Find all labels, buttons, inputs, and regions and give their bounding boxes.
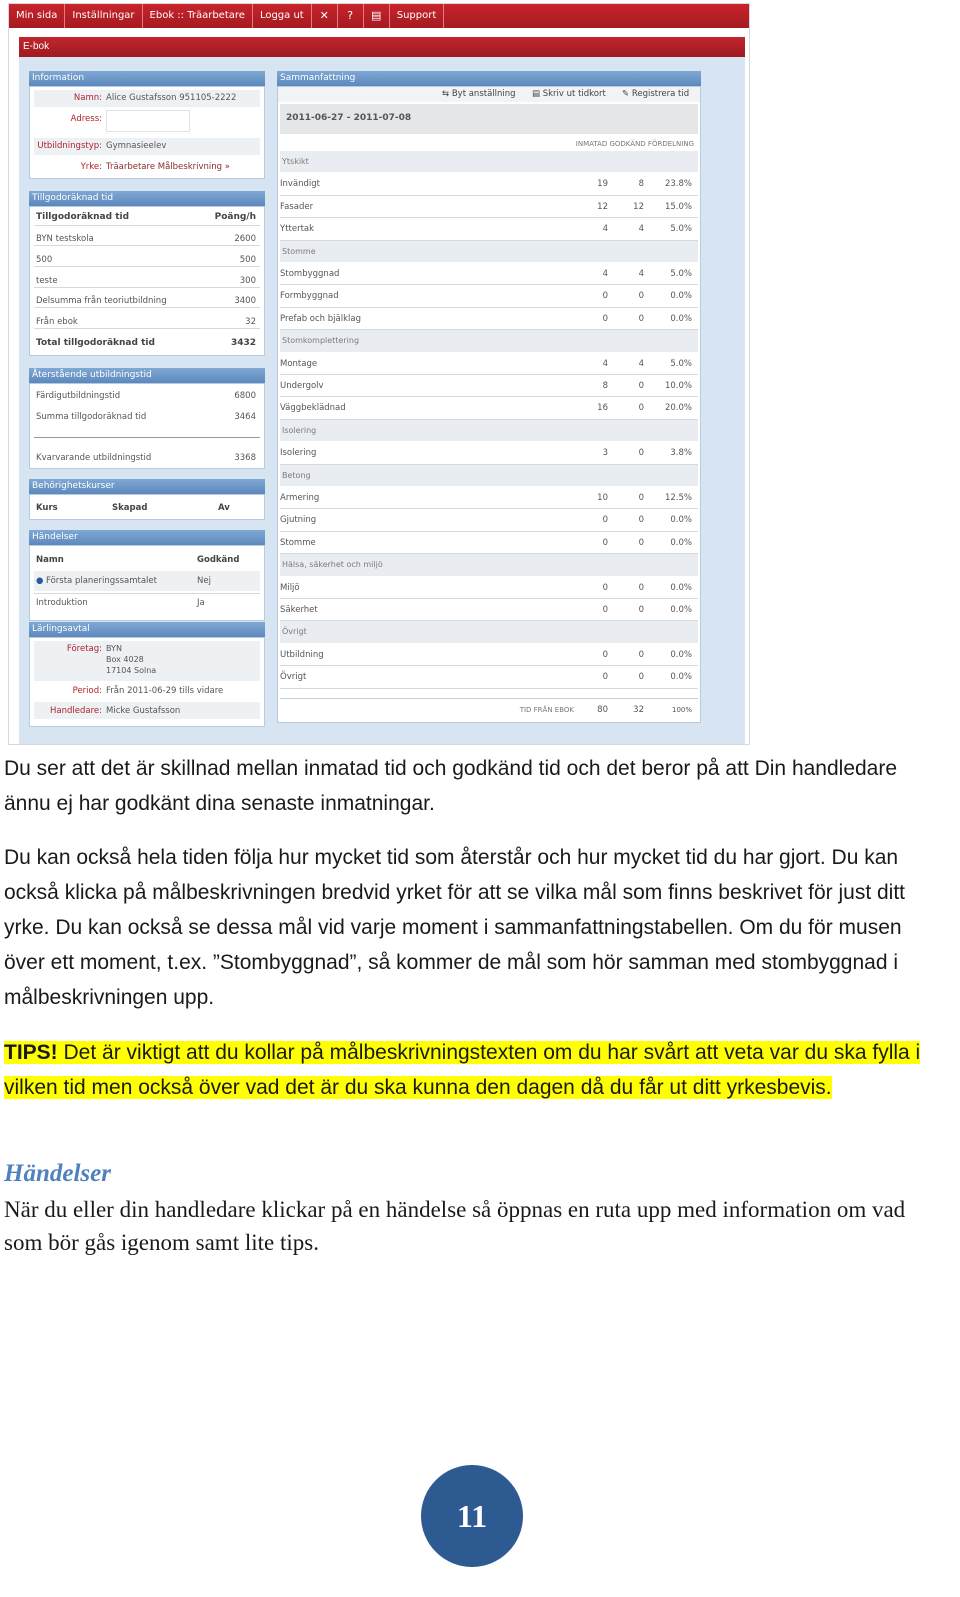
foretag-line: Box 4028 xyxy=(106,655,144,664)
summary-moment[interactable]: Miljö xyxy=(280,582,300,593)
behorighet-panel xyxy=(29,494,265,520)
behorighet-col-skapad: Skapad xyxy=(112,503,148,513)
handelser-panel-header: Händelser xyxy=(29,530,265,545)
top-navigation xyxy=(9,4,750,28)
footer-inmatad: 80 xyxy=(597,705,608,715)
row-divider xyxy=(280,508,698,509)
tillgodo-row-label: teste xyxy=(36,276,58,286)
row-divider xyxy=(280,307,698,308)
summary-fordelning: 5.0% xyxy=(670,358,692,369)
aterstaende-panel-header: Återstående utbildningstid xyxy=(29,368,265,383)
handledare-label: Handledare: xyxy=(50,706,102,716)
row-divider xyxy=(280,598,698,599)
summary-inmatad: 10 xyxy=(597,493,608,503)
registrera-tid-button[interactable]: ✎ Registrera tid xyxy=(622,89,690,99)
tillgodo-row-value: 32 xyxy=(245,317,256,327)
tillgodo-row-value: 2600 xyxy=(234,234,256,244)
summary-inmatad: 0 xyxy=(602,605,608,615)
aterstaende-row-label: Kvarvarande utbildningstid xyxy=(36,453,152,463)
summary-fordelning: 0.0% xyxy=(670,582,692,593)
foretag-label: Företag: xyxy=(66,644,102,654)
aterstaende-row-label: Färdigutbildningstid xyxy=(36,391,121,401)
aterstaende-panel xyxy=(29,383,265,469)
row-divider xyxy=(280,688,698,689)
summary-moment[interactable]: Formbyggnad xyxy=(280,291,339,302)
summary-fordelning: 5.0% xyxy=(670,269,692,279)
registrera-tid-label: Registrera tid xyxy=(631,89,690,99)
summary-inmatad: 4 xyxy=(602,358,608,369)
summary-inmatad: 0 xyxy=(602,515,608,526)
tips-text: Det är viktigt att du kollar på målbeskrivningstexten om du har svårt att veta var du ska fylla i vilken tid men också över vad det är du ska kunna den dagen då du får ut ditt yrkesbevis. xyxy=(4,1041,921,1099)
ebok-title-bar: E-bok xyxy=(19,37,745,57)
tillgodo-row-value: 3400 xyxy=(234,296,256,306)
tips-label: TIPS! xyxy=(4,1041,58,1064)
aterstaende-row-value: 6800 xyxy=(234,391,256,401)
nav-support[interactable]: Support xyxy=(390,4,445,28)
summary-fordelning: 0.0% xyxy=(670,649,692,660)
summary-moment[interactable]: Utbildning xyxy=(280,649,324,660)
name-label: Namn: xyxy=(73,93,102,103)
row-divider xyxy=(280,531,698,532)
print-icon[interactable]: ▤ xyxy=(364,4,390,28)
summary-moment[interactable]: Väggbeklädnad xyxy=(280,403,346,414)
summary-fordelning: 0.0% xyxy=(670,672,692,683)
summary-godkand: 4 xyxy=(638,358,644,369)
summary-group-header xyxy=(280,621,698,642)
summary-group-label: Stomkomplettering xyxy=(282,336,360,346)
summary-group-label: Isolering xyxy=(282,425,317,435)
row-divider xyxy=(280,195,698,196)
nav-ebok[interactable]: Ebok :: Träarbetare xyxy=(143,4,253,28)
tillgodo-row-label: Från ebok xyxy=(36,317,78,327)
sammanfattning-panel xyxy=(277,86,701,723)
summary-inmatad: 0 xyxy=(602,291,608,302)
paragraph-2: Du kan också hela tiden följa hur mycket tid som återstår och hur mycket tid du har gjort. Du kan också klicka på målbeskrivningen bredvid yrket för att se vilka mål som finns beskrivet för just ditt yrke. Du kan också se dessa mål vid varje moment i sammanfattningstabellen. Om du för musen över ett moment, t.ex. ”Stombyggnad”, så kommer de mål som hör samman med stombyggnad i målbeskrivningen upp. xyxy=(4,846,906,1009)
summary-group-label: Betong xyxy=(282,470,311,480)
summary-fordelning: 0.0% xyxy=(670,537,692,548)
summary-godkand: 0 xyxy=(638,291,644,302)
handelse-item[interactable]: Introduktion xyxy=(36,598,88,608)
name-value: Alice Gustafsson 951105-2222 xyxy=(106,93,237,103)
row-divider xyxy=(280,665,698,666)
summary-inmatad: 19 xyxy=(597,179,608,190)
ebok-app xyxy=(19,37,745,745)
aterstaende-row-value: 3464 xyxy=(234,412,256,422)
summary-inmatad: 0 xyxy=(602,582,608,593)
tillgodo-header-points: Poäng/h xyxy=(214,212,256,222)
tillgodoraknad-panel xyxy=(29,206,265,356)
summary-moment[interactable]: Stomme xyxy=(280,537,316,548)
summary-godkand: 0 xyxy=(638,582,644,593)
summary-fordelning: 3.8% xyxy=(670,448,692,459)
adress-box xyxy=(106,110,190,132)
embedded-screenshot xyxy=(8,3,750,745)
row-divider xyxy=(280,374,698,375)
date-range: 2011-06-27 - 2011-07-08 xyxy=(286,113,412,123)
summary-godkand: 4 xyxy=(638,269,644,279)
behorighet-col-kurs: Kurs xyxy=(36,503,58,513)
summary-inmatad: 3 xyxy=(602,448,608,459)
summary-inmatad: 12 xyxy=(597,201,608,212)
behorighet-col-av: Av xyxy=(218,503,230,513)
skriv-ut-tidkort-button[interactable]: ▤ Skriv ut tidkort xyxy=(532,89,606,99)
summary-godkand: 0 xyxy=(638,381,644,391)
summary-moment[interactable]: Isolering xyxy=(280,448,317,459)
summary-godkand: 0 xyxy=(638,649,644,660)
sammanfattning-panel-header: Sammanfattning xyxy=(277,71,701,86)
row-divider xyxy=(280,217,698,218)
foretag-line: 17104 Solna xyxy=(106,666,157,675)
larlingsavtal-panel-header: Lärlingsavtal xyxy=(29,622,265,637)
summary-fordelning: 0.0% xyxy=(670,313,692,324)
summary-inmatad: 8 xyxy=(602,381,608,391)
summary-godkand: 0 xyxy=(638,515,644,526)
summary-godkand: 0 xyxy=(638,537,644,548)
summary-moment[interactable]: Gjutning xyxy=(280,515,317,526)
paragraph-handelser: När du eller din handledare klickar på en händelse så öppnas en ruta upp med information om vad som bör gås igenom samt lite tips. xyxy=(4,1197,906,1255)
handelse-item[interactable]: Första planeringssamtalet xyxy=(46,576,157,586)
information-panel-header: Information xyxy=(29,71,265,86)
summary-fordelning: 0.0% xyxy=(670,291,692,302)
handelser-col-namn: Namn xyxy=(36,555,64,565)
summary-inmatad: 0 xyxy=(602,672,608,683)
summary-group-header xyxy=(280,420,698,441)
summary-godkand: 0 xyxy=(638,672,644,683)
tillgodo-total-value: 3432 xyxy=(230,338,256,348)
tillgodo-row-label: Delsumma från teoriutbildning xyxy=(36,296,167,306)
foretag-line: BYN xyxy=(106,644,122,653)
row-divider xyxy=(280,396,698,397)
summary-fordelning: 5.0% xyxy=(670,224,692,235)
summary-moment[interactable]: Övrigt xyxy=(280,672,307,683)
summary-inmatad: 0 xyxy=(602,649,608,660)
summary-moment[interactable]: Yttertak xyxy=(280,224,315,235)
yrke-label: Yrke: xyxy=(80,162,102,172)
paragraph-1: Du ser att det är skillnad mellan inmatad tid och godkänd tid och det beror på att Din handledare ännu ej har godkänt dina senaste inmatningar. xyxy=(4,757,898,815)
handelse-status: Nej xyxy=(197,576,211,586)
skriv-ut-label: Skriv ut tidkort xyxy=(542,89,606,99)
tillgodo-total-label: Total tillgodoräknad tid xyxy=(36,338,155,348)
bullet-icon: ● xyxy=(36,576,44,586)
summary-godkand: 0 xyxy=(638,493,644,503)
footer-godkand: 32 xyxy=(633,705,644,715)
summary-inmatad: 0 xyxy=(602,313,608,324)
summary-godkand: 0 xyxy=(638,448,644,459)
summary-fordelning: 10.0% xyxy=(664,381,692,391)
summary-fordelning: 20.0% xyxy=(664,403,692,414)
handelse-status: Ja xyxy=(197,598,205,608)
byt-anstallning-button[interactable]: ⇆ Byt anställning xyxy=(442,89,516,99)
summary-inmatad: 4 xyxy=(602,269,608,279)
section-heading: Händelser xyxy=(4,1160,111,1187)
summary-inmatad: 16 xyxy=(597,403,608,414)
information-panel xyxy=(29,86,265,179)
summary-inmatad: 0 xyxy=(602,537,608,548)
tillgodo-row-label: BYN testskola xyxy=(36,234,94,244)
behorighet-panel-header: Behörighetskurser xyxy=(29,479,265,494)
summary-fordelning: 12.5% xyxy=(664,493,692,503)
summary-group-label: Ytskikt xyxy=(282,157,309,166)
summary-moment[interactable]: Invändigt xyxy=(280,179,321,190)
summary-fordelning: 0.0% xyxy=(670,515,692,526)
summary-moment[interactable]: Undergolv xyxy=(280,381,324,391)
summary-group-label: Övrigt xyxy=(282,627,307,637)
summary-inmatad: 4 xyxy=(602,224,608,235)
byt-anstallning-label: Byt anställning xyxy=(451,89,516,99)
summary-group-header xyxy=(280,465,698,486)
footer-fordelning: 100% xyxy=(671,706,692,714)
adress-label: Adress: xyxy=(70,114,102,124)
nav-logga-ut[interactable]: Logga ut xyxy=(253,4,312,28)
aterstaende-row-label: Summa tillgodoräknad tid xyxy=(36,412,147,422)
nav-installningar[interactable]: Inställningar xyxy=(65,4,142,28)
tips-paragraph xyxy=(4,1035,944,1105)
summary-group-label: Stomme xyxy=(282,246,316,256)
utbildningstyp-value: Gymnasieelev xyxy=(106,141,167,151)
tillgodo-header-label: Tillgodoräknad tid xyxy=(36,212,130,222)
summary-moment[interactable]: Fasader xyxy=(280,201,314,212)
row-divider xyxy=(280,284,698,285)
larlingsavtal-panel xyxy=(29,637,265,727)
summary-fordelning: 23.8% xyxy=(664,179,692,190)
tillgodoraknad-panel-header: Tillgodoräknad tid xyxy=(29,191,265,206)
summary-group-header xyxy=(280,241,698,262)
summary-godkand: 4 xyxy=(638,224,644,235)
page-number-badge: 11 xyxy=(421,1465,523,1567)
summary-fordelning: 0.0% xyxy=(670,605,692,615)
summary-moment[interactable]: Montage xyxy=(280,358,318,369)
nav-min-sida[interactable]: Min sida xyxy=(9,4,65,28)
summary-group-label: Hälsa, säkerhet och miljö xyxy=(282,560,383,570)
help-icon[interactable]: ? xyxy=(338,4,364,28)
summary-group-header xyxy=(280,151,698,172)
summary-moment[interactable]: Säkerhet xyxy=(280,605,318,615)
summary-group-header xyxy=(280,554,698,575)
summary-godkand: 8 xyxy=(638,179,644,190)
tillgodo-row-value: 300 xyxy=(239,276,256,286)
summary-group-header xyxy=(280,330,698,351)
aterstaende-row-value: 3368 xyxy=(234,453,256,463)
handelser-panel xyxy=(29,545,265,621)
summary-godkand: 0 xyxy=(638,403,644,414)
footer-label: TID FRÅN EBOK xyxy=(519,706,574,714)
utbildningstyp-label: Utbildningstyp: xyxy=(37,141,102,151)
summary-moment[interactable]: Prefab och bjälklag xyxy=(280,313,361,324)
malbeskrivning-link[interactable]: Träarbetare Målbeskrivning » xyxy=(106,162,230,172)
tillgodo-row-value: 500 xyxy=(239,255,256,265)
summary-moment[interactable]: Stombyggnad xyxy=(280,269,340,279)
column-headers: INMATAD GODKÄND FÖRDELNING xyxy=(575,140,694,148)
summary-fordelning: 15.0% xyxy=(664,201,692,212)
handledare-value: Micke Gustafsson xyxy=(106,706,181,716)
summary-moment[interactable]: Armering xyxy=(280,493,320,503)
tillgodo-row-label: 500 xyxy=(36,255,53,265)
tools-icon[interactable]: ✕ xyxy=(312,4,338,28)
period-label: Period: xyxy=(72,686,102,696)
summary-godkand: 0 xyxy=(638,605,644,615)
handelser-col-godkand: Godkänd xyxy=(197,555,240,565)
period-value: Från 2011-06-29 tills vidare xyxy=(106,686,224,696)
summary-godkand: 12 xyxy=(633,201,644,212)
summary-godkand: 0 xyxy=(638,313,644,324)
